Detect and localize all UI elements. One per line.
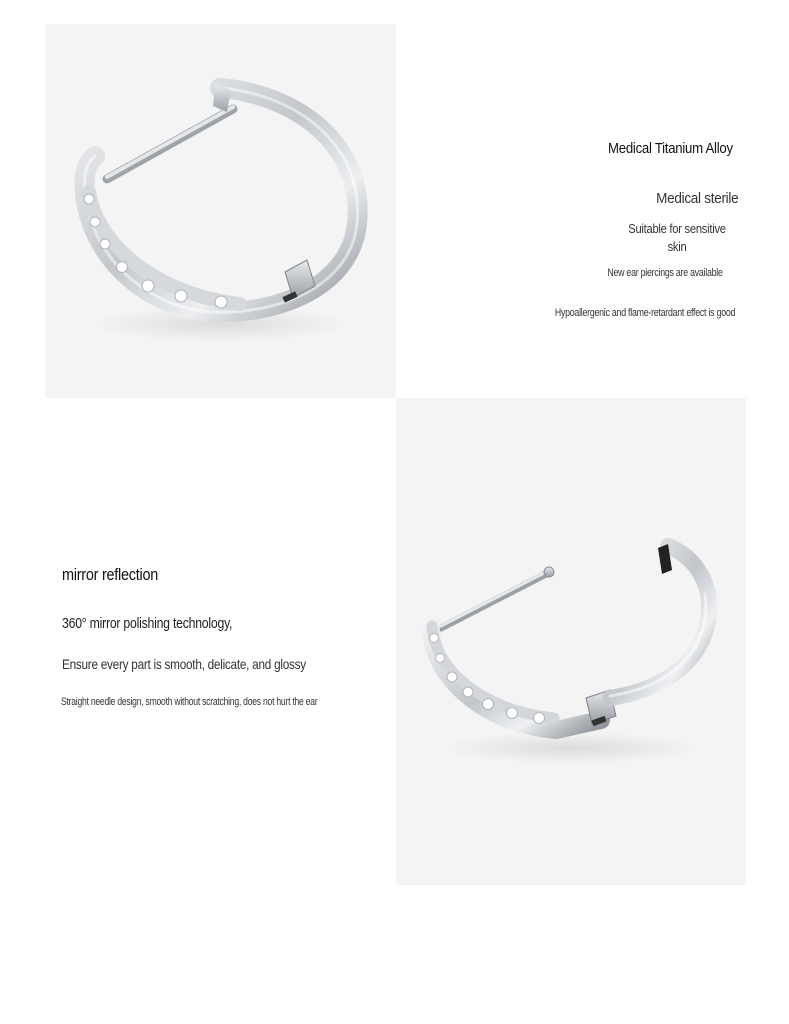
feature-mirror-polishing: 360° mirror polishing technology, (62, 615, 233, 632)
feature-smooth-glossy: Ensure every part is smooth, delicate, and glossy (62, 656, 306, 672)
top-product-image-panel (45, 24, 396, 398)
top-section-title: Medical Titanium Alloy (608, 140, 733, 157)
bottom-section-title: mirror reflection (62, 565, 159, 584)
feature-new-piercings: New ear piercings are available (607, 267, 723, 279)
feature-hypoallergenic: Hypoallergenic and flame-retardant effect is good (554, 307, 736, 319)
feature-medical-sterile: Medical sterile (655, 190, 738, 207)
feature-sensitive-skin-line1: Suitable for sensitive (628, 221, 726, 236)
feature-straight-needle: Straight needle design, smooth without scratching, does not hurt the ear (61, 696, 318, 708)
closed-hoop-earring-icon (45, 24, 396, 398)
feature-sensitive-skin-line2: skin (667, 239, 687, 254)
open-hoop-earring-icon (396, 398, 746, 885)
bottom-product-image-panel (396, 398, 746, 885)
